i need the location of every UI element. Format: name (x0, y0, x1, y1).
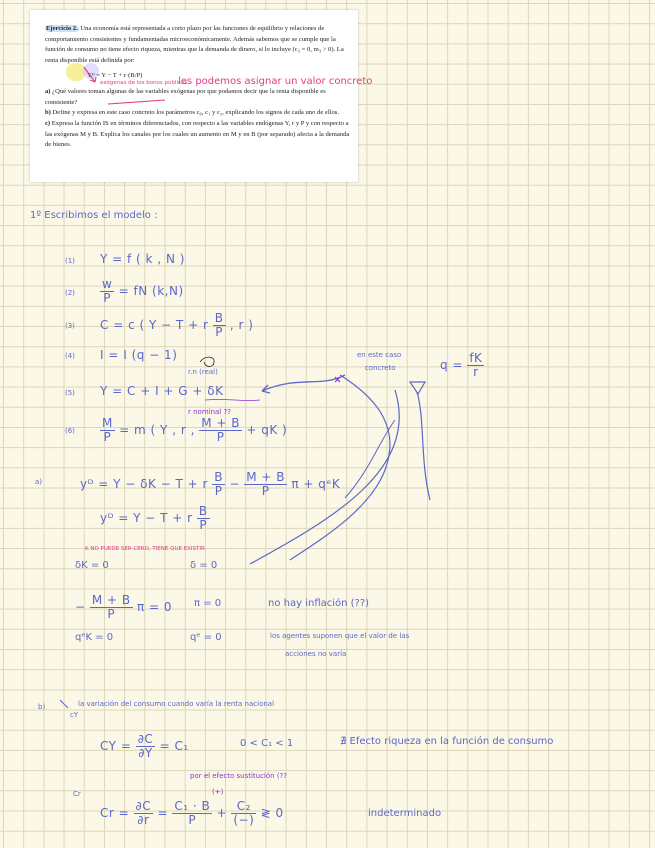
nominal-note: r nominal ?? (188, 408, 231, 416)
cr-label: Cr (73, 790, 81, 798)
eq4-case-note-2: concreto (365, 364, 396, 372)
delta-zero: δ = 0 (190, 560, 218, 571)
agents-note: los agentes suponen que el valor de las (270, 632, 410, 640)
cy-formula: CY = $\frac{\partial C}{\partial Y}$ = C₁ (100, 732, 189, 761)
eq4-label: (4) (65, 352, 75, 360)
eq4-q-formula: q = $\frac{fK}{r}$ (440, 351, 483, 380)
note-exogenous: exógenas de los bonos públicos (100, 80, 188, 86)
part-a-yd: yᴰ = Y − δK − T + r $\frac{B}{P}$ − $\frac{M + B}{P}$ π + qᵉK (80, 470, 341, 499)
cy-subscript: cY (70, 711, 79, 719)
cr-formula: Cr = $\frac{\partial C}{\partial r}$ = $\frac{\text{C₁ · B}}{P}$ + $\frac{\text{C₂}}{(-)}$ ≷ 0 (100, 799, 284, 828)
eq5-formula: Y = C + I + G + δK (100, 384, 224, 398)
arrow-to-g-curve (262, 375, 345, 391)
eq3-label: (3) (65, 322, 75, 330)
exercise-title: Ejercicio 2. (46, 25, 78, 32)
eq4-formula: I = I (q − 1) (100, 348, 178, 362)
eq2-formula: $\frac{w}{P}$ = fN (k,N) (102, 277, 184, 306)
eq5-label: (5) (65, 389, 75, 397)
part-a-label: a) (35, 478, 43, 486)
eq4-note: r.n (real) (188, 368, 218, 376)
eq4-case-note: en este caso (357, 351, 402, 359)
qe-zero: qᵉ = 0 (190, 632, 222, 643)
eq6-label: (6) (65, 427, 75, 435)
part-a-yd-simple: yᴰ = Y − T + r $\frac{B}{P}$ (100, 504, 208, 533)
c1-range: 0 < C₁ < 1 (240, 738, 294, 749)
delta-k-zero: δK = 0 (75, 560, 109, 571)
model-heading: 1º Escribimos el modelo : (30, 210, 158, 221)
no-wealth-effect: ∄ Efecto riqueza en la función de consumo (340, 736, 554, 747)
question-b: b) Define y expresa en este caso concreto los parámetros c₀, c₁ y c₂, explicando los signos de cada uno de ellos. (45, 109, 340, 117)
question-c: c) Expresa la función IS en términos diferenciados, con respecto a las variables endógenas Y, r y P y con respecto a las exógenas M y B. Explica los canales por los cuales un aumento en M y en B (por separado) afecta a la demanda de bienes. (45, 119, 350, 149)
arrow-model-curve (250, 390, 399, 564)
no-inflation-note: no hay inflación (??) (268, 598, 370, 609)
eq2-label: (2) (65, 289, 75, 297)
capital-note: K NO PUEDE SER CERO, TIENE QUE EXISTIR (85, 546, 205, 552)
eq1-label: (1) (65, 257, 75, 265)
consumption-variation-note: la variación del consumo cuando varía la renta nacional (78, 700, 275, 708)
note-assign-value: les podemos asignar un valor concreto (178, 76, 373, 87)
eq6-formula: $\frac{M}{P}$ = m ( Y , r , $\frac{M + B}{P}$ + qK ) (102, 416, 288, 445)
substitution-note: por el efecto sustitución (?? (190, 772, 287, 780)
qek-zero: qᵉK = 0 (75, 632, 114, 643)
eq3-formula: C = c ( Y − T + r $\frac{B}{P}$ , r ) (100, 311, 254, 340)
sign-plus: (+) (212, 788, 224, 796)
part-b-label: b) (38, 703, 46, 711)
emoji-sketch (200, 357, 214, 366)
disposable-income-formula: Yᴰ = Y − T + r·(B/P) (87, 71, 143, 79)
exercise-intro: Ejercicio 2. Una economía está representada a corto plazo por las funciones de equilibrio y relaciones de comportamiento consistentes y fundamentadas microeconómicamente. Además sabemos que se cumple que la función de consumo no tiene efecto riqueza, mientras que la demanda de dinero, si lo incluye (c₃ = 0, m₃ > 0). La renta disponible está definida por: (45, 25, 344, 65)
eq1-formula: Y = f ( k , N ) (100, 252, 185, 266)
agents-note-2: acciones no varía (285, 650, 347, 658)
question-a: a) ¿Qué valores toman algunas de las variables exógenas por que podamos decir que la renta disponible es consistente? (45, 87, 326, 106)
indeterminate-note: indeterminado (368, 808, 442, 819)
pi-zero: π = 0 (194, 598, 222, 609)
inflation-term: − $\frac{M + B}{P}$ π = 0 (75, 593, 173, 622)
